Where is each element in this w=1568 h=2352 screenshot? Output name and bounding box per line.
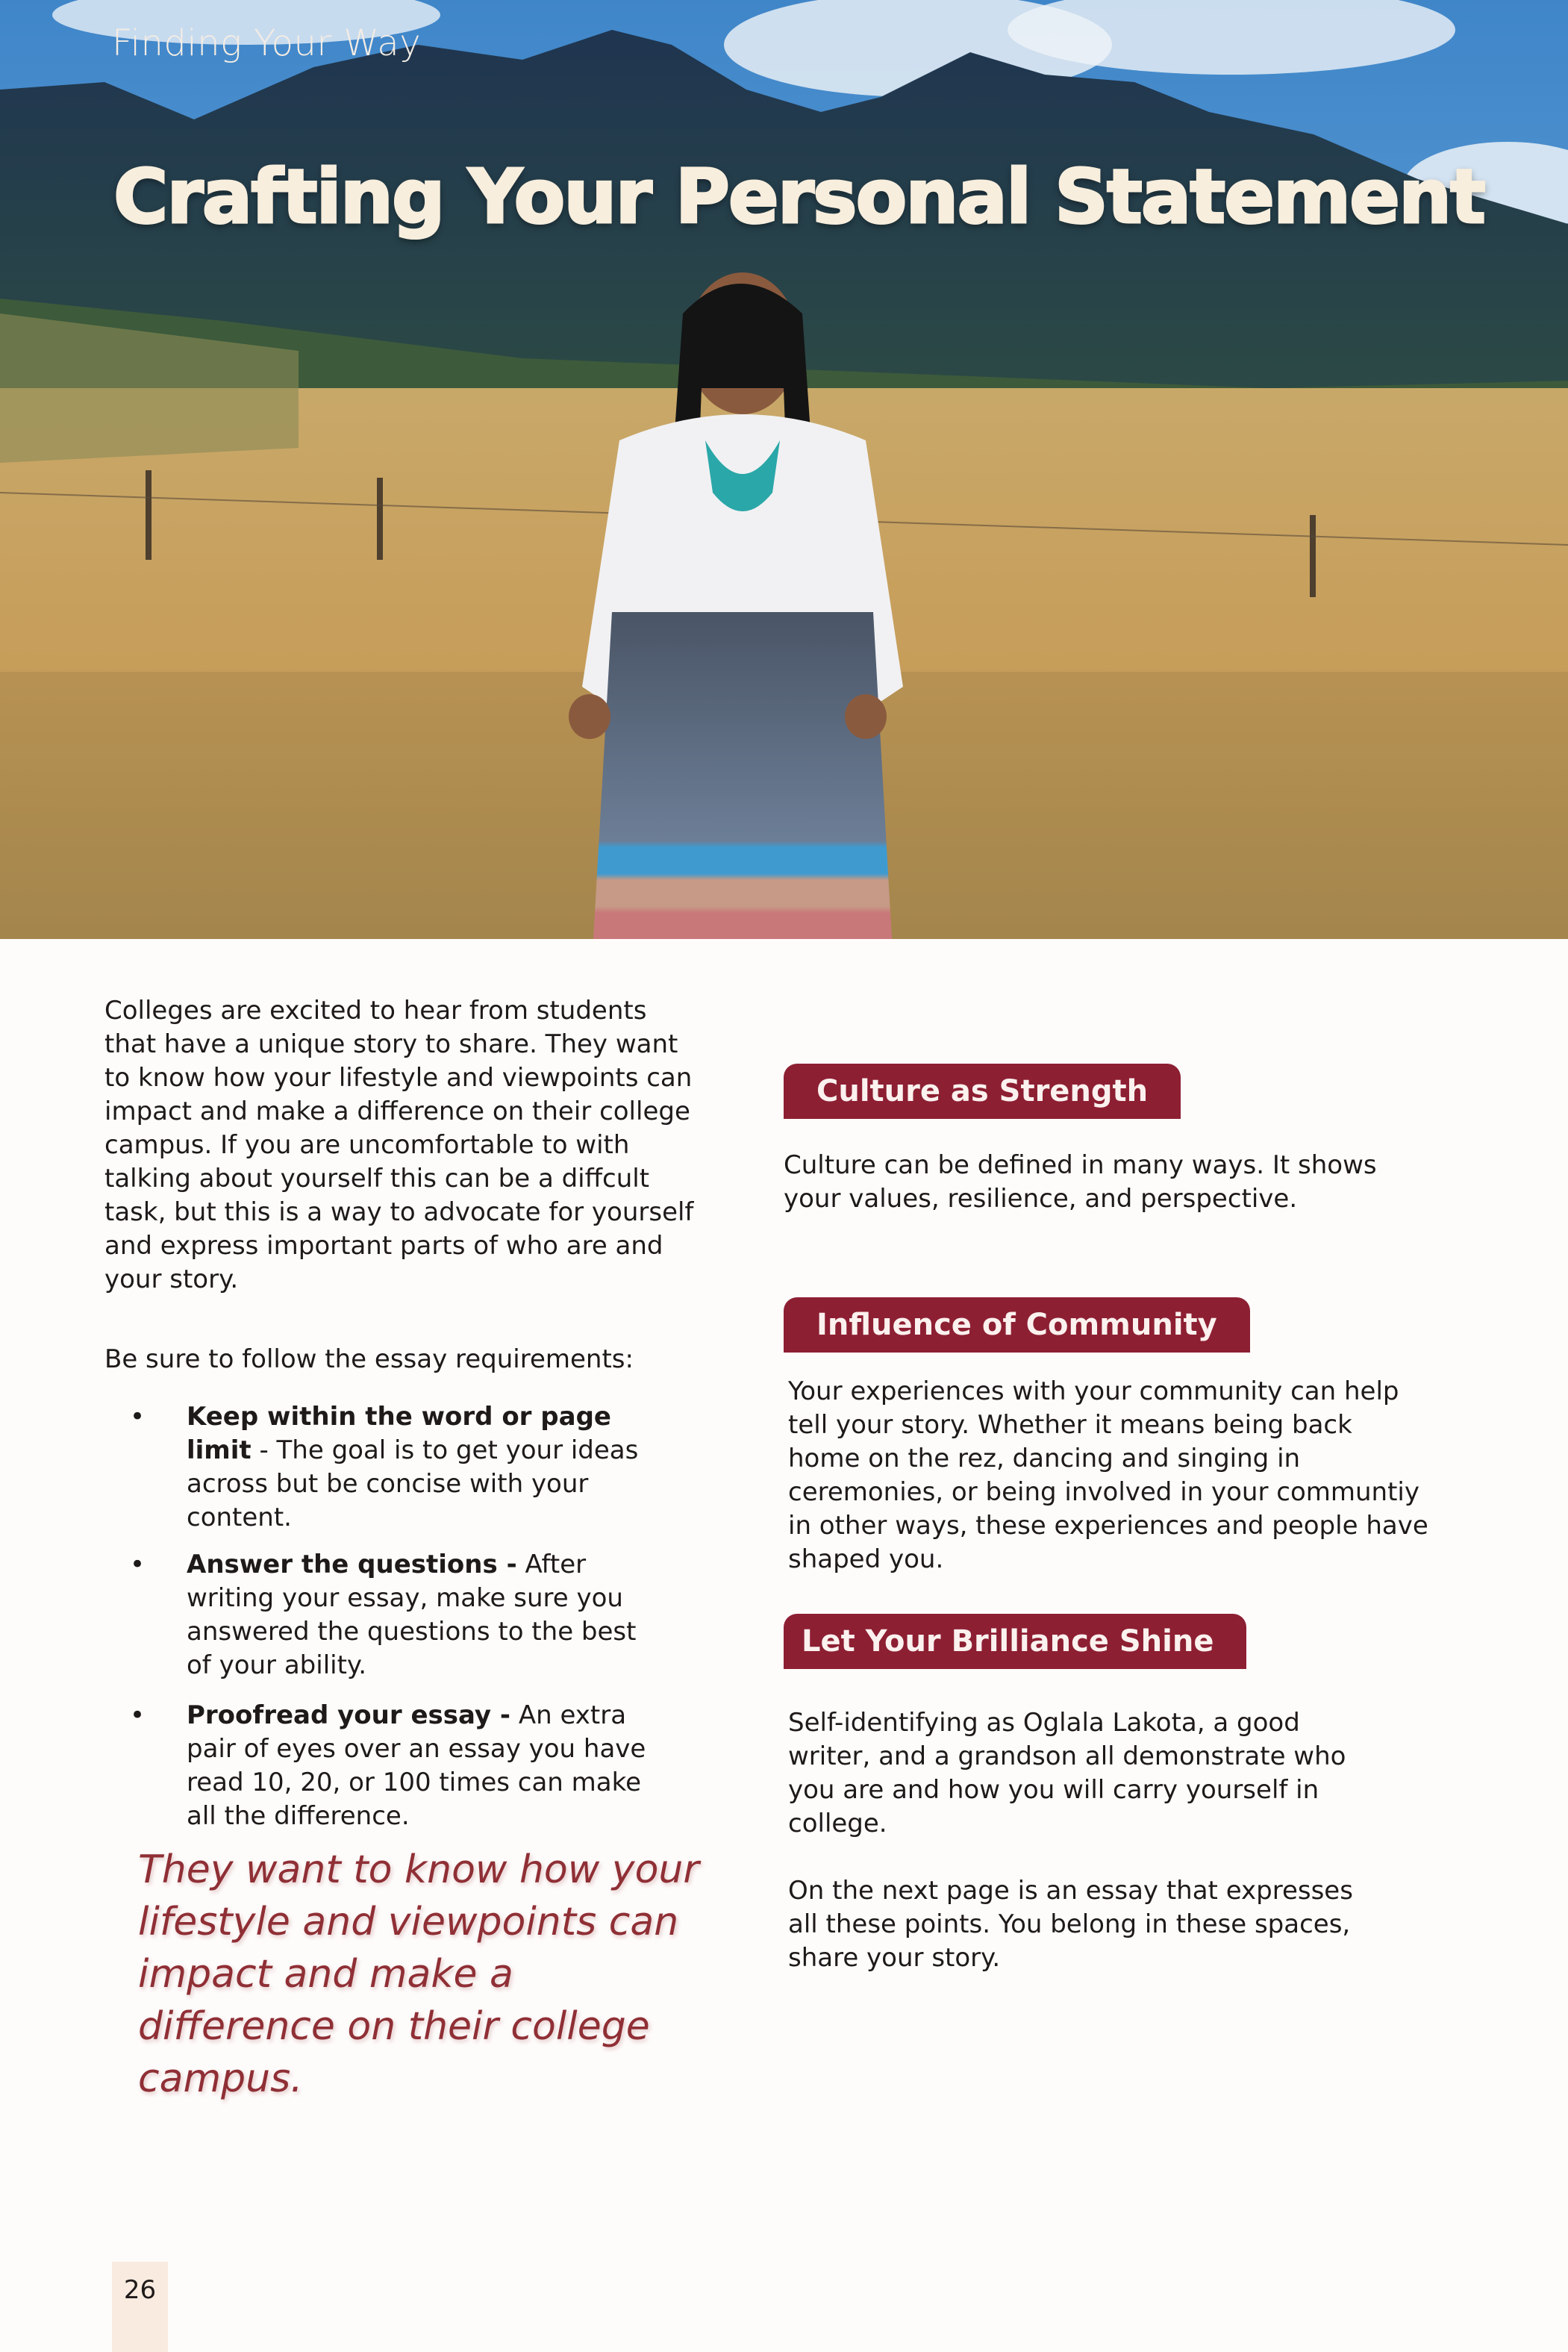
- section-paragraph: Culture can be defined in many ways. It shows your values, resilience, and perspective.: [784, 1150, 1377, 1214]
- pull-quote: They want to know how your lifestyle and viewpoints can impact and make a difference on their college campus.: [138, 1847, 699, 2101]
- section-heading: Influence of Community: [784, 1297, 1250, 1353]
- section-heading: Culture as Strength: [784, 1064, 1181, 1119]
- list-item: [104, 1548, 664, 1682]
- left-column: [104, 994, 702, 1847]
- section-culture-as-strength: [784, 1064, 1425, 1216]
- running-head: Finding Your Way: [112, 22, 422, 64]
- list-item: [104, 1699, 664, 1833]
- section-influence-of-community: [784, 1297, 1430, 1576]
- requirement-text: An extra pair of eyes over an essay you have read 10, 20, or 100 times can make all the difference.: [187, 1700, 646, 1831]
- section-paragraph: Self-identifying as Oglala Lakota, a good writer, and a grandson all demonstrate who you are and how you will carry yourself in college.: [788, 1708, 1346, 1838]
- hero-photo: [0, 0, 1568, 939]
- section-heading: Let Your Brilliance Shine: [784, 1614, 1246, 1669]
- section-paragraph: On the next page is an essay that expresses all these points. You belong in these spaces, share your story.: [788, 1876, 1353, 1973]
- page-title: Crafting Your Personal Statement: [113, 153, 1484, 240]
- intro-paragraph: Colleges are excited to hear from students that have a unique story to share. They want to know how your lifestyle and viewpoints can impact and make a difference on their college campus. If you are uncomfortable to with talking about yourself this can be a diffcult task, but this is a way to advocate for yourself and express important parts of who are and your story.: [104, 996, 694, 1294]
- section-paragraph: Your experiences with your community can help tell your story. Whether it means being back home on the rez, dancing and singing in ceremonies, or being involved in your communtiy in other ways, these experiences and people have shaped you.: [788, 1376, 1428, 1574]
- page-number-tab: [112, 2262, 168, 2352]
- requirement-label: Proofread your essay -: [187, 1700, 511, 1730]
- hero-illustration: [0, 0, 1568, 939]
- section-let-your-brilliance-shine: [784, 1614, 1385, 1975]
- requirements-list: [104, 1400, 702, 1833]
- list-item: [104, 1400, 664, 1535]
- requirement-label: Keep within the word or page limit: [187, 1402, 611, 1465]
- page-number: 26: [123, 2275, 157, 2305]
- requirements-intro: Be sure to follow the essay requirements:: [104, 1344, 634, 1374]
- requirement-text: - The goal is to get your ideas across but be concise with your content.: [187, 1435, 639, 1532]
- requirement-text: After writing your essay, make sure you answered the questions to the best of your ability.: [187, 1550, 637, 1680]
- requirement-label: Answer the questions -: [187, 1550, 517, 1579]
